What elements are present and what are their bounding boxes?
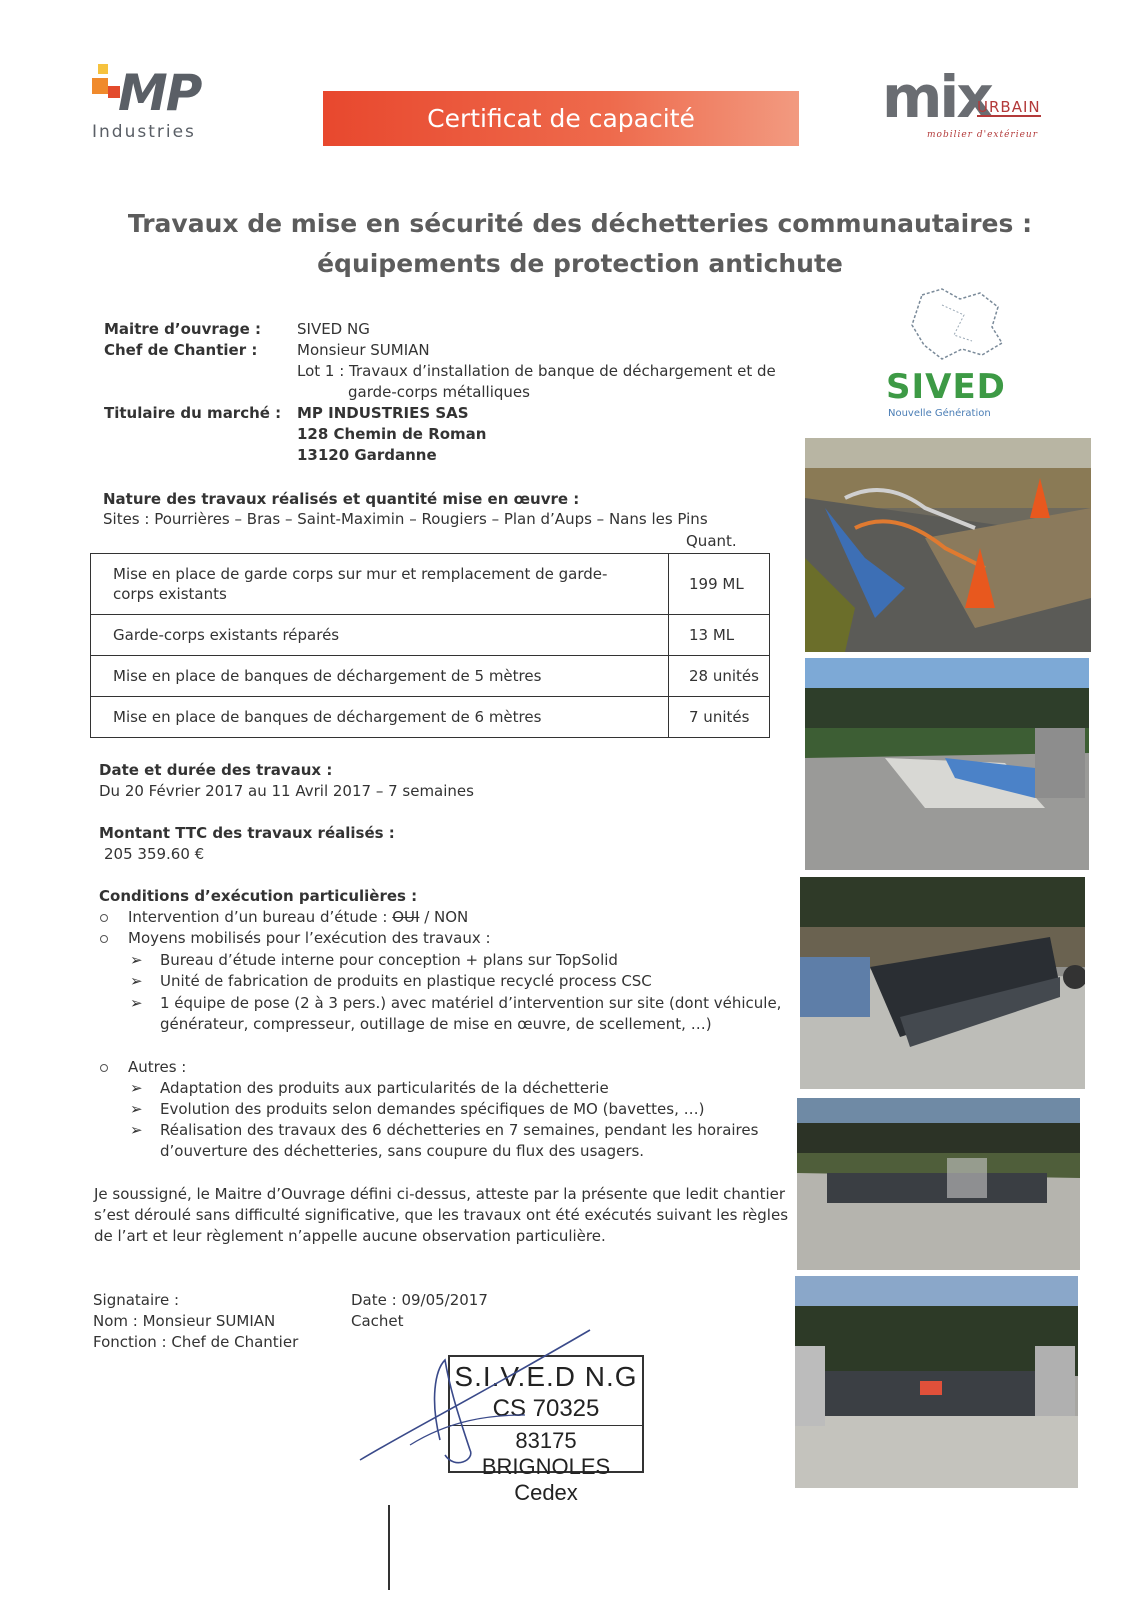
table-cell-qty: 28 unités bbox=[669, 656, 770, 697]
site-photo-2 bbox=[805, 658, 1089, 870]
moyens-sub-text: Unité de fabrication de produits en plastique recyclé process CSC bbox=[160, 972, 652, 990]
nature-heading: Nature des travaux réalisés et quantité mise en œuvre : bbox=[103, 490, 580, 508]
sived-logo bbox=[880, 285, 1020, 425]
autres-item bbox=[100, 1057, 186, 1078]
dates-value: Du 20 Février 2017 au 11 Avril 2017 – 7 semaines bbox=[99, 782, 474, 800]
moyens-item bbox=[100, 928, 491, 949]
montant-heading: Montant TTC des travaux réalisés : bbox=[99, 824, 395, 842]
sived-logo-text: SIVED bbox=[886, 367, 1006, 407]
mix-logo-urbain: URBAIN bbox=[977, 98, 1041, 116]
signature-cachet: Cachet bbox=[351, 1312, 404, 1330]
autres-sub-1 bbox=[130, 1078, 609, 1099]
mix-logo-tagline: mobilier d'extérieur bbox=[927, 130, 1039, 140]
site-photo-4 bbox=[797, 1098, 1080, 1270]
mp-industries-logo bbox=[90, 64, 240, 149]
intervention-item bbox=[100, 907, 468, 928]
moyens-sub-1 bbox=[130, 950, 618, 971]
table-cell-desc: Mise en place de banques de déchargement de 6 mètres bbox=[91, 697, 669, 738]
autres-sub-text: Réalisation des travaux des 6 déchetteries en 7 semaines, pendant les horaires bbox=[160, 1121, 759, 1139]
sived-logo-subtitle: Nouvelle Génération bbox=[888, 408, 991, 419]
certificate-banner: Certificat de capacité bbox=[323, 91, 799, 146]
autres-sub-3 bbox=[130, 1120, 758, 1141]
intervention-suffix: / NON bbox=[419, 908, 469, 926]
autres-text: Autres : bbox=[128, 1058, 187, 1076]
titulaire-address-2: 13120 Gardanne bbox=[297, 446, 437, 464]
signature-date: Date : 09/05/2017 bbox=[351, 1291, 488, 1309]
intervention-prefix: Intervention d’un bureau d’étude : bbox=[128, 908, 393, 926]
mix-urbain-logo bbox=[882, 63, 1072, 146]
table-cell-qty: 7 unités bbox=[669, 697, 770, 738]
table-row bbox=[91, 615, 770, 656]
logo-square-orange bbox=[92, 78, 108, 94]
arrow-bullet-icon: ➢ bbox=[130, 951, 143, 969]
sites-line: Sites : Pourrières – Bras – Saint-Maximin – Rougiers – Plan d’Aups – Nans les Pins bbox=[103, 510, 708, 528]
signataire-label: Signataire : bbox=[93, 1291, 180, 1309]
table-row bbox=[91, 697, 770, 738]
region-map-icon bbox=[902, 285, 1012, 365]
arrow-bullet-icon: ➢ bbox=[130, 1121, 143, 1139]
title-line-2: équipements de protection antichute bbox=[317, 249, 843, 278]
autres-sub-text: Adaptation des produits aux particularités de la déchetterie bbox=[160, 1079, 609, 1097]
handwritten-signature bbox=[350, 1320, 610, 1480]
mp-logo-subtext: Industries bbox=[92, 122, 196, 142]
site-photo-3 bbox=[800, 877, 1085, 1089]
scan-mark-line bbox=[388, 1505, 390, 1590]
document-title bbox=[100, 204, 1060, 284]
bullet-icon bbox=[100, 1064, 108, 1072]
maitre-ouvrage-value: SIVED NG bbox=[297, 320, 370, 338]
works-table bbox=[90, 553, 770, 738]
table-row bbox=[91, 554, 770, 615]
mix-logo-text: mix bbox=[882, 63, 991, 131]
mp-logo-text: MP bbox=[118, 64, 201, 122]
stamp-line-3: 83175 BRIGNOLES Cedex bbox=[450, 1425, 642, 1506]
table-row bbox=[91, 656, 770, 697]
signataire-fonction: Fonction : Chef de Chantier bbox=[93, 1333, 299, 1351]
titulaire-address-1: 128 Chemin de Roman bbox=[297, 425, 487, 443]
photo-bank-hills bbox=[805, 658, 1089, 870]
intervention-struck: OUI bbox=[392, 908, 420, 926]
photo-guardrail-bank bbox=[805, 438, 1091, 652]
chef-chantier-label: Chef de Chantier : bbox=[104, 341, 258, 359]
logo-square-yellow bbox=[98, 64, 108, 74]
moyens-text: Moyens mobilisés pour l’exécution des travaux : bbox=[128, 929, 491, 947]
attestation-line-1: Je soussigné, le Maitre d’Ouvrage défini ci-dessus, atteste par la présente que ledit chantier bbox=[94, 1185, 786, 1203]
conditions-heading: Conditions d’exécution particulières : bbox=[99, 887, 418, 905]
autres-sub-2 bbox=[130, 1099, 704, 1120]
dates-heading: Date et durée des travaux : bbox=[99, 761, 333, 779]
lot-line-1: Lot 1 : Travaux d’installation de banque de déchargement et de bbox=[297, 362, 776, 380]
table-cell-desc: Mise en place de garde corps sur mur et remplacement de garde-corps existants bbox=[91, 554, 669, 615]
chef-chantier-value: Monsieur SUMIAN bbox=[297, 341, 430, 359]
table-cell-qty: 13 ML bbox=[669, 615, 770, 656]
attestation-line-3: de l’art et leur règlement n’appelle aucune observation particulière. bbox=[94, 1227, 606, 1245]
moyens-sub-2 bbox=[130, 971, 652, 992]
attestation-line-2: s’est déroulé sans difficulté significative, que les travaux ont été exécutés suivant les règles bbox=[94, 1206, 789, 1224]
quant-header: Quant. bbox=[686, 532, 737, 550]
lot-line-2: garde-corps métalliques bbox=[348, 383, 530, 401]
site-photo-1 bbox=[805, 438, 1091, 652]
title-line-1: Travaux de mise en sécurité des déchetteries communautaires : bbox=[127, 209, 1033, 238]
arrow-bullet-icon: ➢ bbox=[130, 1079, 143, 1097]
autres-sub-text: Evolution des produits selon demandes spécifiques de MO (bavettes, …) bbox=[160, 1100, 705, 1118]
moyens-sub-text: Bureau d’étude interne pour conception + plans sur TopSolid bbox=[160, 951, 618, 969]
table-cell-desc: Mise en place de banques de déchargement de 5 mètres bbox=[91, 656, 669, 697]
moyens-sub-text: 1 équipe de pose (2 à 3 pers.) avec matériel d’intervention sur site (dont véhicule, bbox=[160, 994, 782, 1012]
moyens-sub-3 bbox=[130, 993, 781, 1014]
arrow-bullet-icon: ➢ bbox=[130, 1100, 143, 1118]
table-cell-desc: Garde-corps existants réparés bbox=[91, 615, 669, 656]
photo-dark-bank bbox=[800, 877, 1085, 1089]
maitre-ouvrage-label: Maitre d’ouvrage : bbox=[104, 320, 262, 338]
arrow-bullet-icon: ➢ bbox=[130, 994, 143, 1012]
montant-value: 205 359.60 € bbox=[104, 845, 205, 863]
stamp-line-2: CS 70325 bbox=[492, 1395, 600, 1422]
photo-bank-trees bbox=[797, 1098, 1080, 1270]
table-cell-qty: 199 ML bbox=[669, 554, 770, 615]
bullet-icon bbox=[100, 914, 108, 922]
arrow-bullet-icon: ➢ bbox=[130, 972, 143, 990]
titulaire-name: MP INDUSTRIES SAS bbox=[297, 404, 469, 422]
autres-sub-3-cont: d’ouverture des déchetteries, sans coupure du flux des usagers. bbox=[160, 1142, 645, 1160]
site-photo-5 bbox=[795, 1276, 1078, 1488]
photo-bank-sign bbox=[795, 1276, 1078, 1488]
bullet-icon bbox=[100, 935, 108, 943]
moyens-sub-3-cont: générateur, compresseur, outillage de mise en œuvre, de scellement, …) bbox=[160, 1015, 712, 1033]
stamp-line-1: S.I.V.E.D N.G bbox=[454, 1361, 638, 1392]
signataire-nom: Nom : Monsieur SUMIAN bbox=[93, 1312, 276, 1330]
titulaire-label: Titulaire du marché : bbox=[104, 404, 282, 422]
